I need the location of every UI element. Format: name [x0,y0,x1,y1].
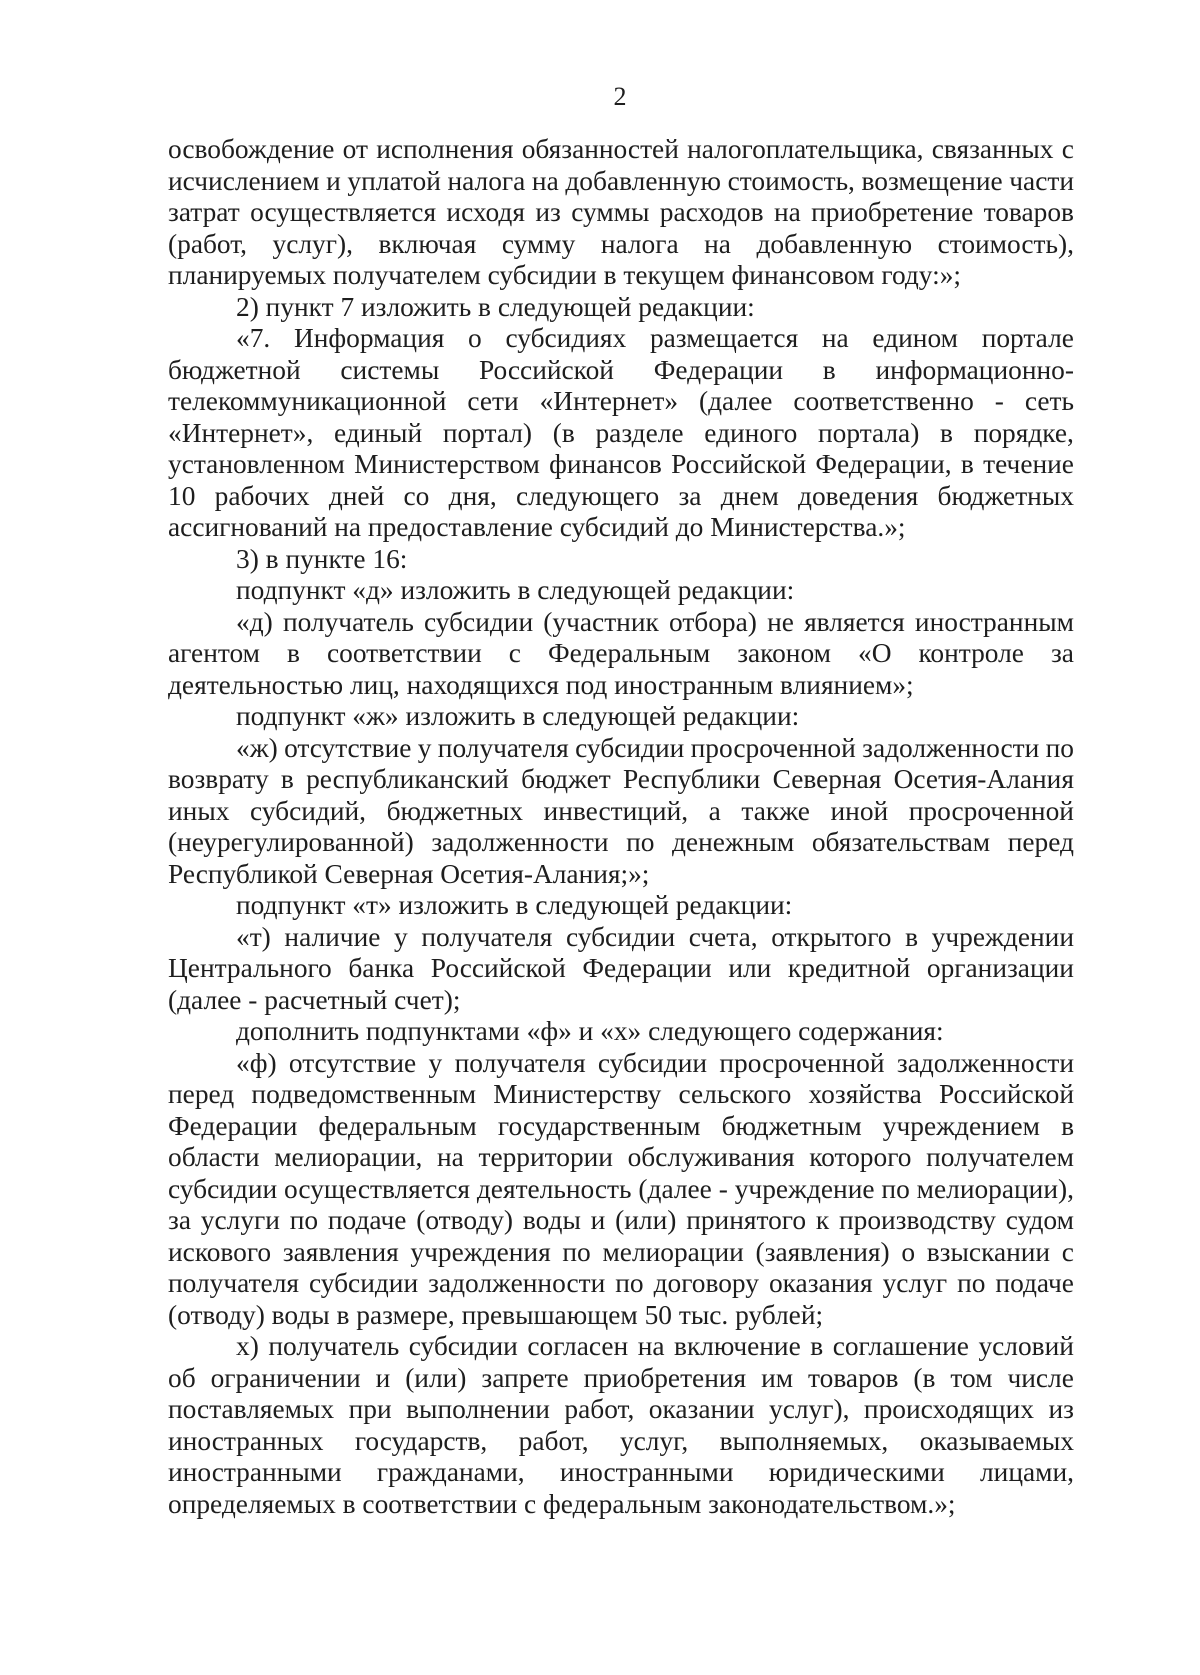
paragraph [168,575,1074,607]
text-line: (далее - расчетный счет); [168,984,461,1015]
text-line: (отводу) воды в размере, превышающем 50 тыс. рублей; [168,1299,824,1330]
text-line: бюджетной системы Российской Федерации в информационно- [168,354,1074,385]
text-line: области мелиорации, на территории обслуживания которого получателем [168,1142,1074,1172]
text-line: за услуги по подаче (отводу) воды и (или) принятого к производству судом [168,1205,1074,1235]
paragraph [168,1331,1074,1520]
text-line: подпункт «д» изложить в следующей редакции: [236,575,795,605]
text-line: «ф) отсутствие у получателя субсидии просроченной задолженности [236,1047,1074,1078]
text-line: иных субсидий, бюджетных инвестиций, а также иной просроченной [168,795,1074,826]
text-line: «т) наличие у получателя субсидии счета, открытого в учреждении [236,921,1074,952]
text-line: планируемых получателем субсидии в текущем финансовом году:»; [168,260,962,290]
text-line: «Интернет», единый портал) (в разделе единого портала) в порядке, [168,417,1074,448]
text-line: определяемых в соответствии с федеральным законодательством.»; [168,1488,956,1519]
paragraph [168,292,1074,324]
text-line: 3) в пункте 16: [236,543,408,574]
paragraph [168,922,1074,1017]
text-line: «ж) отсутствие у получателя субсидии просроченной задолженности по [236,732,1074,763]
text-line: об ограничении и (или) запрете приобретения им товаров (в том числе [168,1362,1074,1393]
paragraph [168,323,1074,544]
text-line: х) получатель субсидии согласен на включение в соглашение условий [236,1331,1074,1361]
text-line: (неурегулированной) задолженности по денежным обязательствам перед [168,827,1074,857]
text-line: 10 рабочих дней со дня, следующего за днем доведения бюджетных [168,480,1074,511]
text-line: ассигнований на предоставление субсидий до Министерства.»; [168,512,906,542]
page-number: 2 [613,82,627,111]
paragraph [168,733,1074,891]
text-line: возврату в республиканский бюджет Республики Северная Осетия-Алания [168,764,1074,794]
text-line: подпункт «т» изложить в следующей редакции: [236,890,793,920]
text-line: подпункт «ж» изложить в следующей редакции: [236,701,800,731]
paragraph [168,1048,1074,1332]
text-line: 2) пункт 7 изложить в следующей редакции: [236,291,755,322]
paragraph [168,701,1074,733]
paragraph [168,1016,1074,1048]
paragraph [168,607,1074,702]
paragraph [168,544,1074,576]
text-line: «7. Информация о субсидиях размещается на едином портале [236,323,1074,353]
text-line: субсидии осуществляется деятельность (далее - учреждение по мелиорации), [168,1173,1074,1204]
text-line: перед подведомственным Министерству сельского хозяйства Российской [168,1079,1074,1109]
text-line: Центрального банка Российской Федерации или кредитной организации [168,953,1074,983]
text-line: получателя субсидии задолженности по договору оказания услуг по подаче [168,1268,1074,1298]
paragraph [168,134,1074,292]
text-line: агентом в соответствии с Федеральным законом «О контроле за [168,638,1074,668]
text-line: Республикой Северная Осетия-Алания;»; [168,858,650,889]
text-line: деятельностью лиц, находящихся под иностранным влиянием»; [168,669,914,700]
text-line: затрат осуществляется исходя из суммы расходов на приобретение товаров [168,197,1074,227]
text-line: поставляемых при выполнении работ, оказании услуг), происходящих из [168,1394,1074,1424]
text-line: телекоммуникационной сети «Интернет» (далее соответственно - сеть [168,386,1074,416]
text-line: Федерации федеральным государственным бюджетным учреждением в [168,1110,1074,1141]
text-line: установленном Министерством финансов Российской Федерации, в течение [168,449,1074,479]
text-line: «д) получатель субсидии (участник отбора) не является иностранным [236,606,1074,637]
text-line: иностранных государств, работ, услуг, выполняемых, оказываемых [168,1425,1074,1456]
text-line: (работ, услуг), включая сумму налога на добавленную стоимость), [168,228,1074,259]
text-line: дополнить подпунктами «ф» и «х» следующего содержания: [236,1016,944,1046]
document-body [168,134,1074,1520]
text-line: освобождение от исполнения обязанностей налогоплательщика, связанных с [168,134,1074,164]
text-line: искового заявления учреждения по мелиорации (заявления) о взыскании с [168,1236,1074,1267]
text-line: исчислением и уплатой налога на добавленную стоимость, возмещение части [168,165,1074,196]
paragraph [168,890,1074,922]
text-line: иностранными гражданами, иностранными юридическими лицами, [168,1457,1074,1487]
